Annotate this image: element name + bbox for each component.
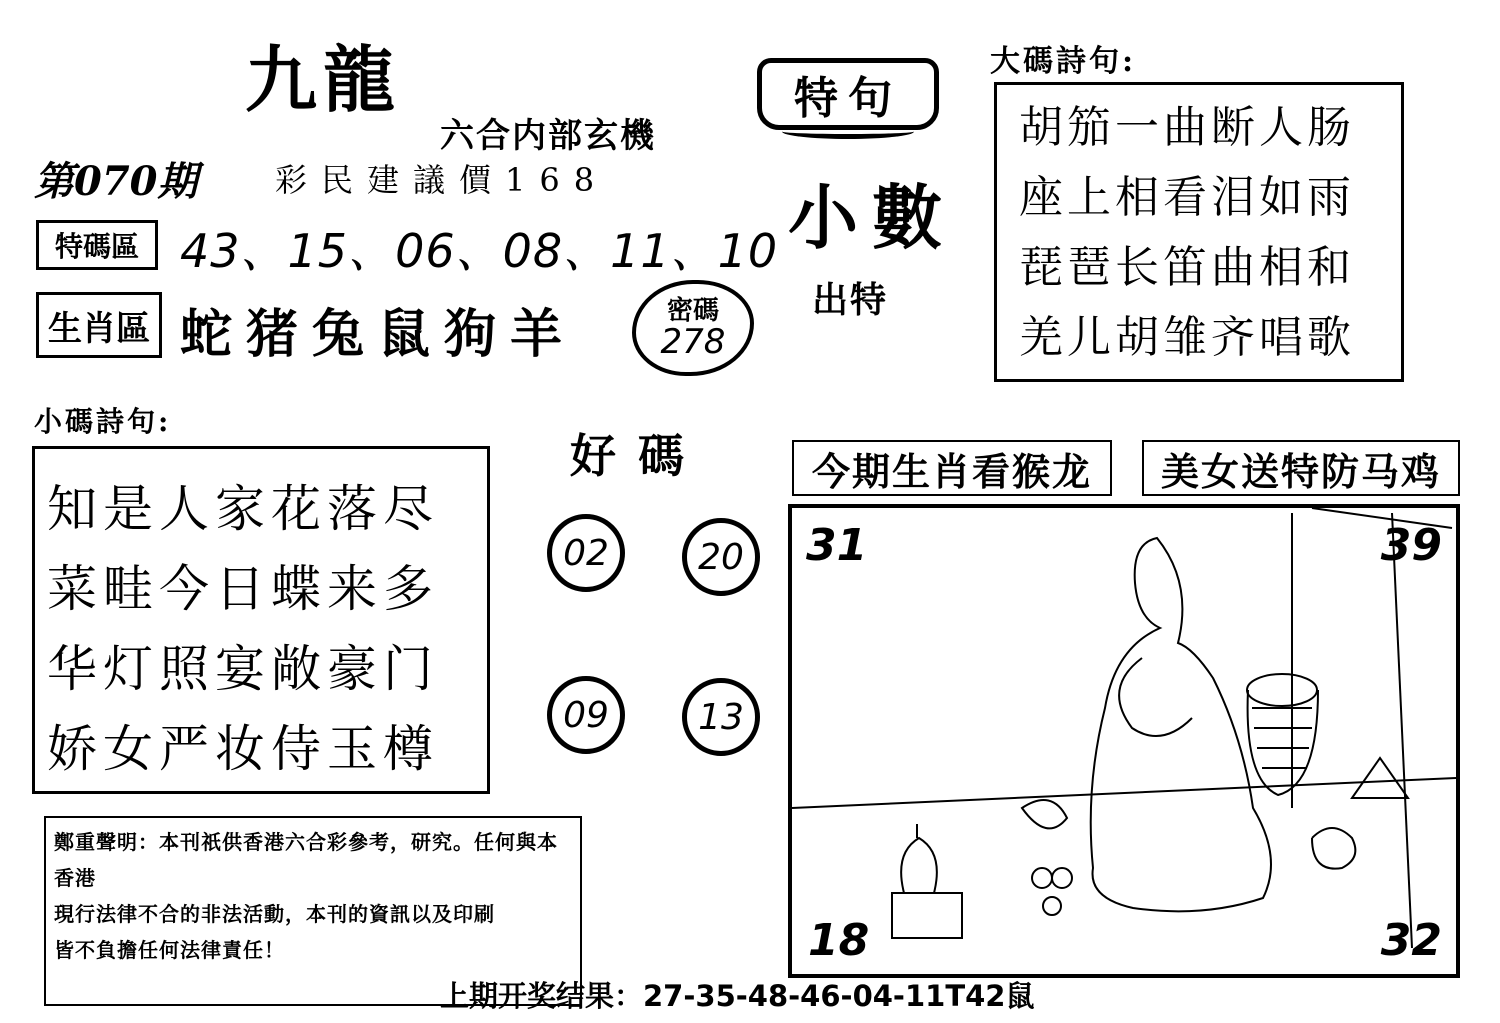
special-zone-numbers: 43、15、06、08、11、10: [180, 224, 779, 278]
small-code-poem-box: [32, 446, 490, 794]
poem-line: 琵琶长笛曲相和: [1019, 242, 1355, 293]
secret-code-value: 278: [660, 322, 726, 362]
good-code-ball: 09: [547, 676, 625, 754]
corner-number-top-right: 39: [1380, 520, 1442, 571]
corner-number-bottom-left: 18: [808, 915, 870, 966]
notice-line: 皆不負擔任何法律責任！: [54, 938, 285, 962]
poem-line: 华灯照宴敞豪门: [47, 640, 439, 698]
publication-title: 九龍: [245, 37, 402, 122]
beauty-hint-box: 美女送特防马鸡: [1142, 440, 1460, 496]
big-code-poem-title: 大碼詩句:: [990, 44, 1137, 79]
seated-figure-illustration: [792, 508, 1456, 974]
small-number-note: 出特: [812, 279, 889, 321]
corner-number-top-left: 31: [806, 520, 868, 571]
suggested-price: 彩民建議價168: [275, 161, 609, 199]
good-code-ball: 02: [547, 514, 625, 592]
poem-line: 菜畦今日蝶来多: [47, 560, 439, 618]
issue-number: 第070期: [34, 158, 198, 205]
good-codes-title: 好碼: [570, 429, 706, 483]
poem-line: 知是人家花落尽: [47, 480, 439, 538]
poem-line: 羌儿胡雏齐唱歌: [1019, 312, 1355, 363]
good-code-ball: 13: [682, 678, 760, 756]
last-draw-result: 上期开奖结果：27-35-48-46-04-11T42鼠: [440, 979, 1035, 1013]
small-number-heading: 小數: [788, 176, 956, 259]
zodiac-zone-animals: 蛇猪兔鼠狗羊: [180, 304, 577, 365]
big-code-poem-box: [994, 82, 1404, 382]
zodiac-hint-box: 今期生肖看猴龙: [792, 440, 1112, 496]
poem-line: 胡笳一曲断人肠: [1019, 102, 1355, 153]
scroll-banner: 特句: [757, 58, 939, 130]
poem-line: 娇女严妆侍玉樽: [47, 720, 439, 778]
zodiac-zone-label: 生肖區: [36, 292, 162, 358]
publication-subtitle: 六合内部玄機: [440, 116, 656, 156]
special-zone-label: 特碼區: [36, 220, 158, 270]
good-code-ball: 20: [682, 518, 760, 596]
illustration-panel: [788, 504, 1460, 978]
secret-code-label: 密碼: [666, 296, 719, 326]
notice-line: 鄭重聲明：本刊祇供香港六合彩參考，研究。任何與本香港: [54, 830, 558, 890]
notice-line: 現行法律不合的非法活動，本刊的資訊以及印刷: [54, 902, 495, 926]
corner-number-bottom-right: 32: [1380, 915, 1442, 966]
small-code-poem-title: 小碼詩句:: [34, 405, 172, 438]
secret-code-bubble: [632, 280, 754, 376]
poem-line: 座上相看泪如雨: [1019, 172, 1355, 223]
